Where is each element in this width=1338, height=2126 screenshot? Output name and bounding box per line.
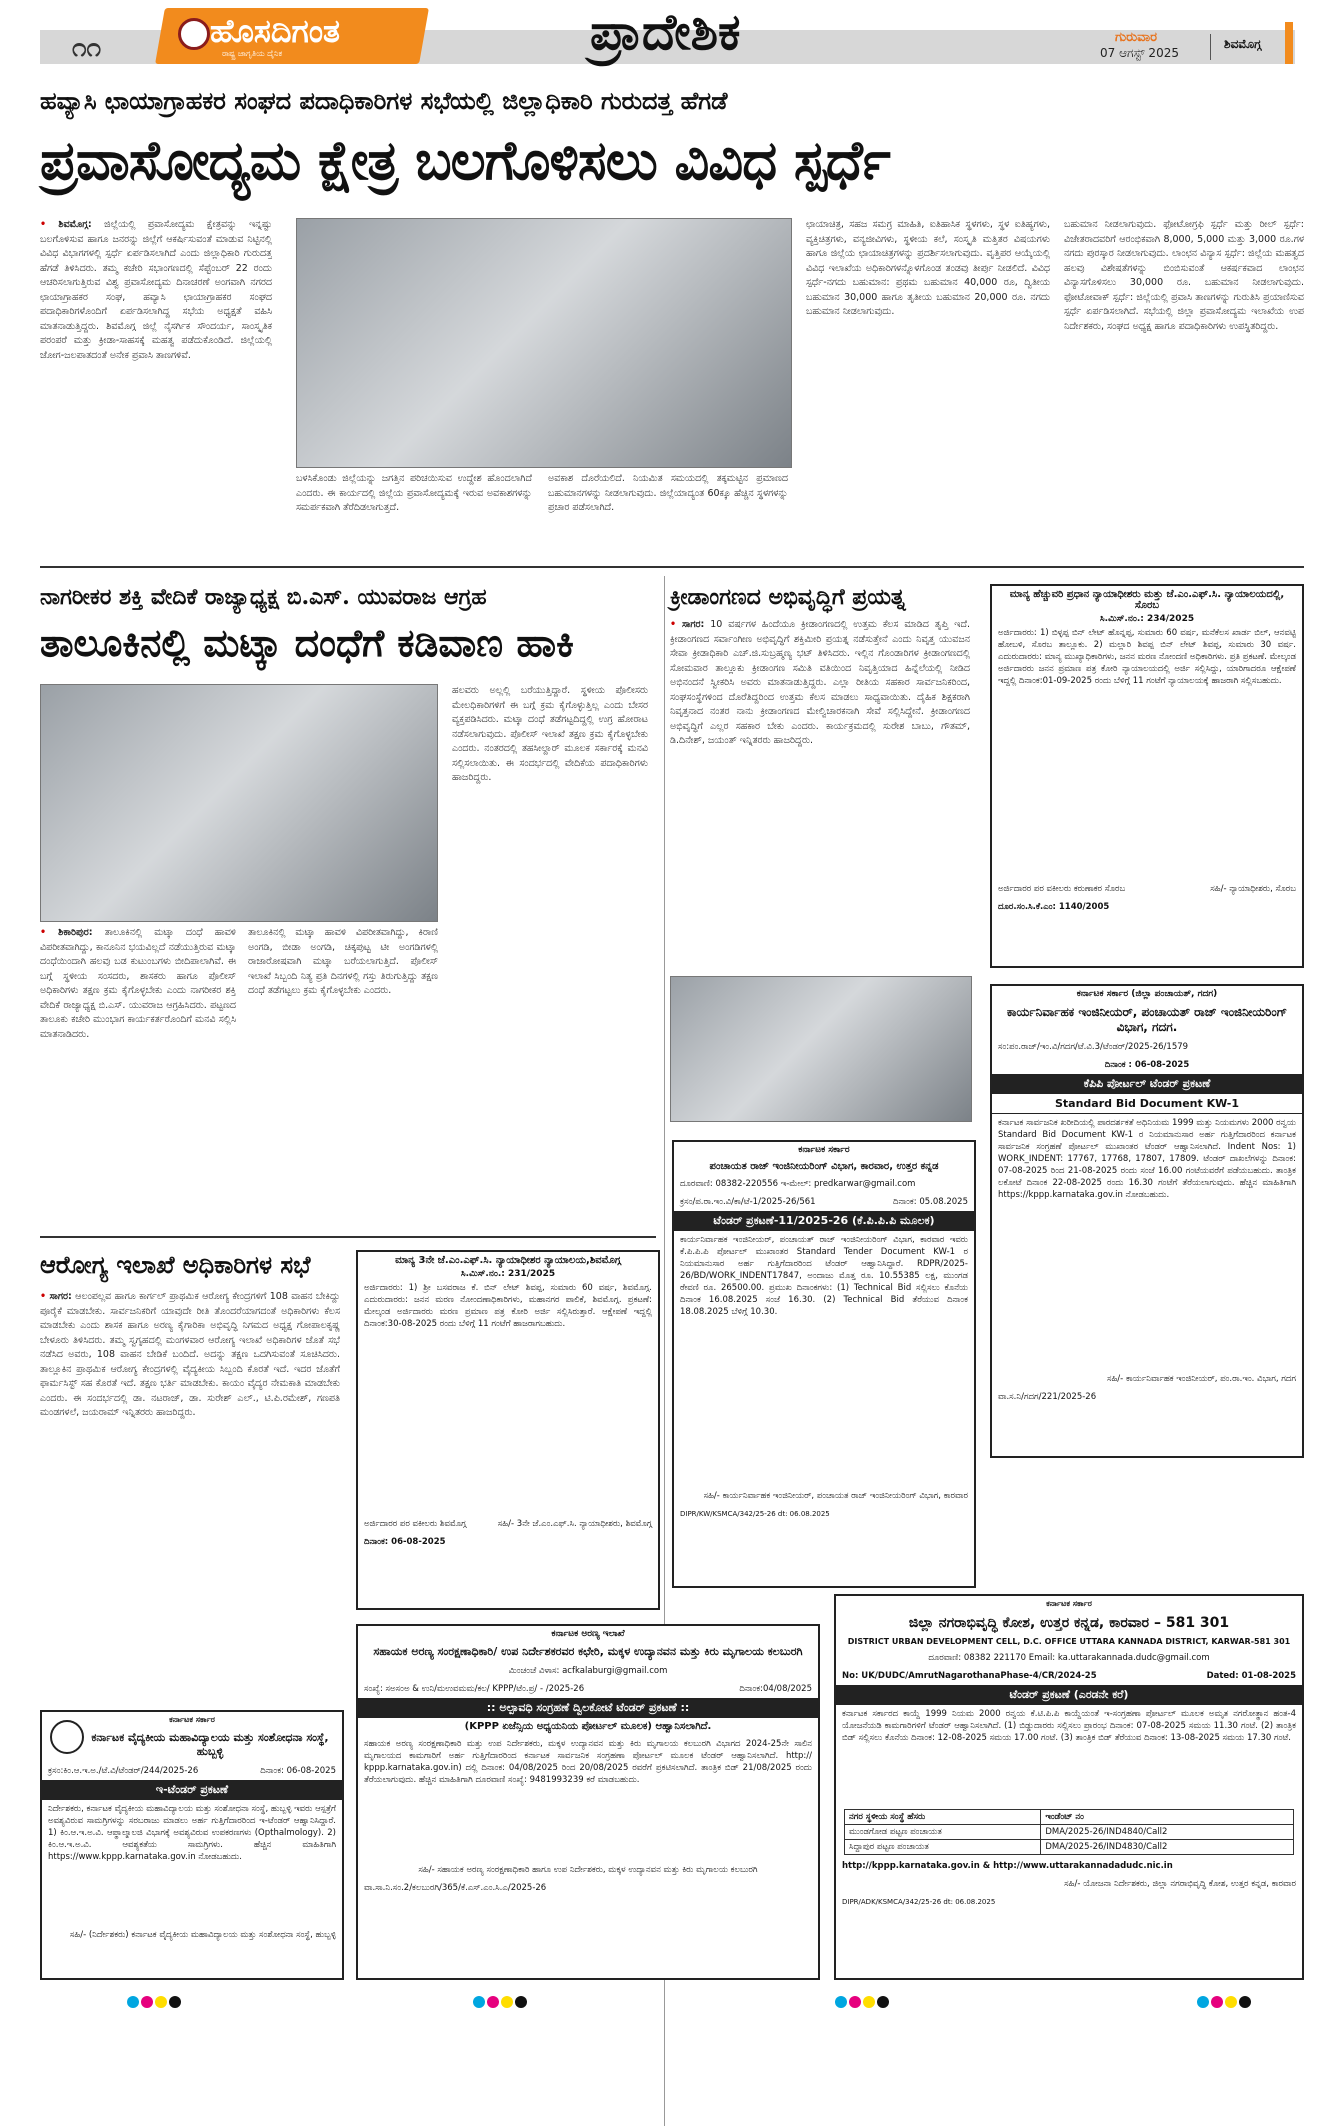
ad-karwar-sign: ಸಹಿ/- ಕಾರ್ಯನಿರ್ವಾಹಕ ಇಂಜಿನೀಯರ್, ಪಂಚಾಯತ ರಾಜ್ ಇಂಜಿನೀಯರಿಂಗ್ ವಿಭಾಗ, ಕಾರವಾರ [703,1491,968,1501]
story2-photo [40,684,438,922]
ad-dudc-ref: No: UK/DUDC/AmrutNagarothanaPhase-4/CR/2024-25 [842,1671,1097,1681]
ad-shivamogga-sign-left: ಅರ್ಜಿದಾರರ ಪರ ವಕೀಲರು ಶಿವಮೊಗ್ಗ [364,1519,467,1529]
lead-col-1-text: ಜಿಲ್ಲೆಯಲ್ಲಿ ಪ್ರವಾಸೋದ್ಯಮ ಕ್ಷೇತ್ರವನ್ನು ಇನ್ನಷ್ಟು ಬಲಗೊಳಿಸುವ ಹಾಗೂ ಜನರನ್ನು ಜಿಲ್ಲೆಗೆ ಆಕರ್ಷಿಸುವಂತೆ ಮಾಡುವ ನಿಟ್ಟಿನಲ್ಲಿ ವಿವಿಧ ವಿಭಾಗಗಳಲ್ಲಿ ಸ್ಪರ್ಧೆ ಏರ್ಪಡಿಸಲಾಗಿದೆ ಎಂದು ಜಿಲ್ಲಾಧಿಕಾರಿ ಗುರುದತ್ತ ಹೆಗಡೆ ತಿಳಿಸಿದರು. ತಮ್ಮ ಕಚೇರಿ ಸಭಾಂಗಣದಲ್ಲಿ ಸೆಪ್ಟೆಂಬರ್ 22 ರಂದು ಆಚರಿಸಲಾಗುತ್ತಿರುವ ವಿಶ್ವ ಪ್ರವಾಸೋದ್ಯಮ ದಿನಾಚರಣೆ ಅಂಗವಾಗಿ ನಗರದ ಛಾಯಾಗ್ರಾಹಕರ ಸಂಘ, ಹವ್ಯಾಸಿ ಛಾಯಾಗ್ರಾಹಕರ ಸಂಘದ ಪದಾಧಿಕಾರಿಗಳೊಂದಿಗೆ ಏರ್ಪಡಿಸಲಾಗಿದ್ದ ಸಭೆಯ ಅಧ್ಯಕ್ಷತೆ ವಹಿಸಿ ಮಾತನಾಡುತ್ತಿದ್ದರು. ಶಿವಮೊಗ್ಗ ಜಿಲ್ಲೆ ನೈಸರ್ಗಿಕ ಸೌಂದರ್ಯ, ಸಾಂಸ್ಕೃತಿಕ ಪರಂಪರೆ ಮತ್ತು ಕ್ರೀಡಾ-ಸಾಹಸಕ್ಕೆ ಮಹತ್ವ ಪಡೆದುಕೊಂಡಿದೆ. ಜಿಲ್ಲೆಯಲ್ಲಿ ಜೋಗ-ಜಲಪಾತದಂತೆ ಅನೇಕ ಪ್ರವಾಸಿ ತಾಣಗಳಿವೆ. [40,219,272,361]
ad-gadag-ref: ಸಂ:ಪಂ.ರಾಜ್/ಇಂ.ವಿ/ಗದಗ/ಟೆ.ವಿ.3/ಟೆಂಡರ್/2025-26/1579 [998,1042,1189,1052]
ad-hubli-ref: ಕ್ರಸಂ:ಕಿಂ.ಆ.ಇ.ಅ./ಟೆ.ವಿ/ಟೆಂಡರ್/244/2025-26 [48,1766,199,1776]
ad-shivamogga-title: ಮಾನ್ಯ 3ನೇ ಜೆ.ಎಂ.ಎಫ್.ಸಿ. ನ್ಯಾಯಾಧೀಶರ ನ್ಯಾಯಾಲಯ,ಶಿವಮೊಗ್ಗ [395,1255,621,1266]
table-row [845,1825,1294,1840]
ad-hubli-date: ದಿನಾಂಕ: 06-08-2025 [260,1766,336,1776]
ad-dudc-table-cell: DMA/2025-26/IND4830/Call2 [1041,1840,1294,1855]
ad-shivamogga-sign-right: ಸಹಿ/- 3ನೇ ಜೆ.ಎಂ.ಎಫ್.ಸಿ. ನ್ಯಾಯಾಧೀಶರು, ಶಿವಮೊಗ್ಗ [497,1519,652,1529]
ad-dudc-contact: ದೂರವಾಣಿ: 08382 221170 Email: ka.uttarakannada.dudc@gmail.com [928,1653,1210,1663]
ad-karwar-govt: ಕರ್ನಾಟಕ ಸರ್ಕಾರ [798,1145,850,1155]
ad-hubli-emblem-icon [50,1720,84,1754]
ad-forest-bar: :: ಅಲ್ಪಾವಧಿ ಸಂಗ್ರಹಣೆ ದ್ವಿಲಕೋಟೆ ಟೆಂಡರ್ ಪ್ರಕಟಣೆ :: [358,1698,818,1718]
ad-dudc-tender [834,1594,1304,1980]
ad-gadag-govt: ಕರ್ನಾಟಕ ಸರ್ಕಾರ (ಜಿಲ್ಲಾ ಪಂಚಾಯತ್, ಗದಗ) [1076,989,1218,999]
registration-dot [515,1996,527,2008]
registration-dot [141,1996,153,2008]
ad-dudc-title-en: DISTRICT URBAN DEVELOPMENT CELL, D.C. OFFICE UTTARA KANNADA DISTRICT, KARWAR-581 301 [847,1637,1291,1646]
logo-tagline: ರಾಷ್ಟ್ರ ಜಾಗೃತಿಯ ದೈನಿಕ [222,49,283,58]
story4-dateline: ಸಾಗರ: [49,1291,72,1302]
story4-headline: ಆರೋಗ್ಯ ಇಲಾಖೆ ಅಧಿಕಾರಿಗಳ ಸಭೆ [40,1250,311,1279]
story2-col-1-text: ತಾಲೂಕಿನಲ್ಲಿ ಮಟ್ಕಾ ದಂಧೆ ಹಾವಳಿ ವಿಪರೀತವಾಗಿದ್ದು, ಕಾನೂನಿನ ಭಯವಿಲ್ಲದೆ ನಡೆಯುತ್ತಿರುವ ಮಟ್ಕಾ ದಂಧೆಯಿಂದಾಗಿ ಹಲವು ಬಡ ಕುಟುಂಬಗಳು ಬೀದಿಪಾಲಾಗಿವೆ. ಈ ಬಗ್ಗೆ ಸ್ಥಳೀಯ ಸಂಸದರು, ಶಾಸಕರು ಹಾಗೂ ಪೊಲೀಸ್ ಅಧಿಕಾರಿಗಳು ತಕ್ಷಣ ಕ್ರಮ ಕೈಗೊಳ್ಳಬೇಕು ಎಂದು ನಾಗರೀಕರ ಶಕ್ತಿ ವೇದಿಕೆ ರಾಜ್ಯಾಧ್ಯಕ್ಷ ಬಿ.ಎಸ್. ಯುವರಾಜ ಆಗ್ರಹಿಸಿದರು. ಪಟ್ಟಣದ ತಾಲೂಕು ಕಚೇರಿ ಮುಂಭಾಗ ಕಾರ್ಯಕರ್ತರೊಂದಿಗೆ ಮನವಿ ಸಲ್ಲಿಸಿ ಮಾತನಾಡಿದರು. [40,927,236,1040]
header-day: ಗುರುವಾರ [1115,30,1157,45]
ad-gadag-date: ದಿನಾಂಕ : 06-08-2025 [1104,1060,1190,1070]
story3-photo [670,976,972,1122]
story4-body: • ಸಾಗರ: ಆಲಂಪಲ್ಲವ ಹಾಗೂ ಕಾರ್ಗಲ್ ಪ್ರಾಥಮಿಕ ಆರೋಗ್ಯ ಕೇಂದ್ರಗಳಿಗೆ 108 ವಾಹನ ಬೇಕಿದ್ದು ಪೂರೈಕೆ ಮಾಡಬೇಕು. ಸಾರ್ವಜನಿಕರಿಗೆ ಯಾವುದೇ ರೀತಿ ತೊಂದರೆಯಾಗದಂತೆ ಅಧಿಕಾರಿಗಳು ಕೆಲಸ ಮಾಡಬೇಕು ಎಂದು ಶಾಸಕ ಹಾಗೂ ಅರಣ್ಯ ಕೈಗಾರಿಕಾ ಅಭಿವೃದ್ಧಿ ನಿಗಮದ ಅಧ್ಯಕ್ಷ ಗೋಪಾಲಕೃಷ್ಣ ಬೇಳೂರು ತಿಳಿಸಿದರು. ತಮ್ಮ ಸ್ವಗೃಹದಲ್ಲಿ ಮಂಗಳವಾರ ಆರೋಗ್ಯ ಇಲಾಖೆ ಅಧಿಕಾರಿಗಳ ಜೊತೆ ಸಭೆ ನಡೆಸಿದ ಅವರು, 108 ವಾಹನ ಬೇಡಿಕೆ ಬಂದಿದೆ. ಅದನ್ನು ತಕ್ಷಣ ಒದಗಿಸುವಂತೆ ಸೂಚಿಸಿದರು. ತಾಲ್ಲೂಕಿನ ಪ್ರಾಥಮಿಕ ಆರೋಗ್ಯ ಕೇಂದ್ರಗಳಲ್ಲಿ ವೈದ್ಯಕೀಯ ಸಿಬ್ಬಂದಿ ಕೊರತೆ ಇದೆ. ಇದರ ಜೊತೆಗೆ ಫಾರ್ಮಸಿಸ್ಟ್ ಸಹ ಕೊರತೆ ಇದೆ. ತಕ್ಷಣ ಭರ್ತಿ ಮಾಡಬೇಕು. ಕಾಯಂ ವೈದ್ಯರ ನೇಮಕಾತಿ ಮಾಡಬೇಕು ಎಂದರು. ಈ ಸಂದರ್ಭದಲ್ಲಿ ಡಾ. ನಟರಾಜ್, ಡಾ. ಸುರೇಶ್ ಎಲ್., ಟಿ.ಪಿ.ರಮೇಶ್, ಗಣಪತಿ ಮಂಡಗಳಲೆ, ಜಯರಾಮ್ ಇನ್ನಿತರರು ಹಾಜರಿದ್ದರು. [40,1291,340,1418]
registration-marks-4 [1196,1996,1252,2011]
ad-forest-sub: (KPPP ಏಜೆನ್ಸಿಯ ಅಧ್ಯಯನಿಯ ಪೋರ್ಟಲ್ ಮೂಲಕ) ಆಹ್ವಾನಿಸಲಾಗಿದೆ. [464,1721,712,1732]
story4-body-text: ಆಲಂಪಲ್ಲವ ಹಾಗೂ ಕಾರ್ಗಲ್ ಪ್ರಾಥಮಿಕ ಆರೋಗ್ಯ ಕೇಂದ್ರಗಳಿಗೆ 108 ವಾಹನ ಬೇಕಿದ್ದು ಪೂರೈಕೆ ಮಾಡಬೇಕು. ಸಾರ್ವಜನಿಕರಿಗೆ ಯಾವುದೇ ರೀತಿ ತೊಂದರೆಯಾಗದಂತೆ ಅಧಿಕಾರಿಗಳು ಕೆಲಸ ಮಾಡಬೇಕು ಎಂದು ಶಾಸಕ ಹಾಗೂ ಅರಣ್ಯ ಕೈಗಾರಿಕಾ ಅಭಿವೃದ್ಧಿ ನಿಗಮದ ಅಧ್ಯಕ್ಷ ಗೋಪಾಲಕೃಷ್ಣ ಬೇಳೂರು ತಿಳಿಸಿದರು. ತಮ್ಮ ಸ್ವಗೃಹದಲ್ಲಿ ಮಂಗಳವಾರ ಆರೋಗ್ಯ ಇಲಾಖೆ ಅಧಿಕಾರಿಗಳ ಜೊತೆ ಸಭೆ ನಡೆಸಿದ ಅವರು, 108 ವಾಹನ ಬೇಡಿಕೆ ಬಂದಿದೆ. ಅದನ್ನು ತಕ್ಷಣ ಒದಗಿಸುವಂತೆ ಸೂಚಿಸಿದರು. ತಾಲ್ಲೂಕಿನ ಪ್ರಾಥಮಿಕ ಆರೋಗ್ಯ ಕೇಂದ್ರಗಳಲ್ಲಿ ವೈದ್ಯಕೀಯ ಸಿಬ್ಬಂದಿ ಕೊರತೆ ಇದೆ. ಇದರ ಜೊತೆಗೆ ಫಾರ್ಮಸಿಸ್ಟ್ ಸಹ ಕೊರತೆ ಇದೆ. ತಕ್ಷಣ ಭರ್ತಿ ಮಾಡಬೇಕು. ಕಾಯಂ ವೈದ್ಯರ ನೇಮಕಾತಿ ಮಾಡಬೇಕು ಎಂದರು. ಈ ಸಂದರ್ಭದಲ್ಲಿ ಡಾ. ನಟರಾಜ್, ಡಾ. ಸುರೇಶ್ ಎಲ್., ಟಿ.ಪಿ.ರಮೇಶ್, ಗಣಪತಿ ಮಂಡಗಳಲೆ, ಜಯರಾಮ್ ಇನ್ನಿತರರು ಹಾಜರಿದ್ದರು. [40,1291,340,1418]
registration-dot [169,1996,181,2008]
story2-headline: ತಾಲೂಕಿನಲ್ಲಿ ಮಟ್ಕಾ ದಂಧೆಗೆ ಕಡಿವಾಣ ಹಾಕಿ [40,620,574,665]
story3-headline: ಕ್ರೀಡಾಂಗಣದ ಅಭಿವೃದ್ಧಿಗೆ ಪ್ರಯತ್ನ [670,584,906,610]
ad-shivamogga-case: ಸಿ.ಮಿಸ್.ನಂ.: 231/2025 [460,1269,556,1279]
ad-forest-sign: ಸಹಿ/- ಸಹಾಯಕ ಅರಣ್ಯ ಸಂರಕ್ಷಣಾಧಿಕಾರಿ ಹಾಗೂ ಉಪ ನಿರ್ದೇಶಕರು, ಮಕ್ಕಳ ಉದ್ಯಾನವನ ಮತ್ತು ಕಿರು ಮೃಗಾಲಯ ಕಲಬುರಗಿ [418,1865,758,1875]
ad-gadag-ref2: ವಾ.ಸ.ನಿ/ಗದಗ/221/2025-26 [998,1392,1097,1402]
story3-body-text: 10 ವರ್ಷಗಳ ಹಿಂದೆಯೂ ಕ್ರೀಡಾಂಗಣದಲ್ಲಿ ಉತ್ತಮ ಕೆಲಸ ಮಾಡಿದ ತೃಪ್ತಿ ಇದೆ. ಕ್ರೀಡಾಂಗಣದ ಸರ್ವಾಂಗೀಣ ಅಭಿವೃದ್ಧಿಗೆ ಶಕ್ತಿಮೀರಿ ಪ್ರಯತ್ನ ನಡೆಸುತ್ತೇನೆ ಎಂದು ನಿವೃತ್ತ ಯುವಜನ ಸೇವಾ ಕ್ರೀಡಾಧಿಕಾರಿ ಎಚ್.ಜಿ.ಸುಬ್ರಹ್ಮಣ್ಯ ಭಟ್ ತಿಳಿಸಿದರು. ಇಲ್ಲಿನ ಗೊಂಡಾರಿಗಳ ಕ್ರೀಡಾಂಗಣದಲ್ಲಿ ಸೋಮವಾರ ತಾಲ್ಲೂಕು ಕ್ರೀಡಾಂಗಣ ಸಮಿತಿ ವತಿಯಿಂದ ನಿವೃತ್ತಿಯಾದ ಹಿನ್ನೆಲೆಯಲ್ಲಿ ನೀಡಿದ ಅಭಿನಂದನೆ ಸ್ವೀಕರಿಸಿ ಅವರು ಮಾತನಾಡುತ್ತಿದ್ದರು. ಎಲ್ಲಾ ರೀತಿಯ ಸಹಕಾರ ಸಾರ್ವಜನಿಕರಿಂದ, ಸಂಘಸಂಸ್ಥೆಗಳಿಂದ ದೊರೆತಿದ್ದರಿಂದ ಉತ್ತಮ ಕೆಲಸ ಮಾಡಲು ಸಾಧ್ಯವಾಯಿತು. ದೈಹಿಕ ಶಿಕ್ಷಕರಾಗಿ ನಿವೃತ್ತನಾದ ನಂತರ ನಾನು ಕ್ರೀಡಾಂಗಣದ ಮೇಲ್ವಿಚಾರಕನಾಗಿ ಸೇವೆ ಸಲ್ಲಿಸಿದ್ದೇನೆ. ಕ್ರೀಡಾಂಗಣದ ಅಭಿವೃದ್ಧಿಗೆ ಎಲ್ಲರ ಸಹಕಾರ ಬೇಕು ಎಂದರು. ಕಾರ್ಯಕ್ರಮದಲ್ಲಿ ಸುರೇಶ ಬಾಬು, ಗೌತಮ್, ಡಿ.ದಿನೇಶ್, ಜಯಂತ್ ಇನ್ನಿತರರು ಹಾಜರಿದ್ದರು. [670,619,970,746]
registration-dot [849,1996,861,2008]
story2-separator [40,1236,656,1238]
ad-shivamogga-date: ದಿನಾಂಕ: 06-08-2025 [364,1537,446,1547]
story2-dateline: ಶಿಕಾರಿಪುರ: [58,927,93,938]
lead-col-3: ಅವಕಾಶ ದೊರೆಯಲಿದೆ. ನಿಯಮಿತ ಸಮಯದಲ್ಲಿ ತಕ್ಕಮಟ್ಟಿನ ಪ್ರಮಾಣದ ಬಹುಮಾನಗಳನ್ನು ನೀಡಲಾಗುವುದು. ಜಿಲ್ಲೆಯಾದ್ಯಂತ 60ಕ್ಕೂ ಹೆಚ್ಚಿನ ಸ್ಥಳಗಳನ್ನು ಪ್ರಚಾರ ಪಡೆಸಲಾಗಿದೆ. [548,473,788,513]
ad-gadag-sign: ಸಹಿ/- ಕಾರ್ಯನಿರ್ವಾಹಕ ಇಂಜಿನೀಯರ್, ಪಂ.ರಾ.ಇಂ. ವಿಭಾಗ, ಗದಗ [1106,1374,1296,1384]
lead-col-1: • ಶಿವಮೊಗ್ಗ: ಜಿಲ್ಲೆಯಲ್ಲಿ ಪ್ರವಾಸೋದ್ಯಮ ಕ್ಷೇತ್ರವನ್ನು ಇನ್ನಷ್ಟು ಬಲಗೊಳಿಸುವ ಹಾಗೂ ಜನರನ್ನು ಜಿಲ್ಲೆಗೆ ಆಕರ್ಷಿಸುವಂತೆ ಮಾಡುವ ನಿಟ್ಟಿನಲ್ಲಿ ವಿವಿಧ ವಿಭಾಗಗಳಲ್ಲಿ ಸ್ಪರ್ಧೆ ಏರ್ಪಡಿಸಲಾಗಿದೆ ಎಂದು ಜಿಲ್ಲಾಧಿಕಾರಿ ಗುರುದತ್ತ ಹೆಗಡೆ ತಿಳಿಸಿದರು. ತಮ್ಮ ಕಚೇರಿ ಸಭಾಂಗಣದಲ್ಲಿ ಸೆಪ್ಟೆಂಬರ್ 22 ರಂದು ಆಚರಿಸಲಾಗುತ್ತಿರುವ ವಿಶ್ವ ಪ್ರವಾಸೋದ್ಯಮ ದಿನಾಚರಣೆ ಅಂಗವಾಗಿ ನಗರದ ಛಾಯಾಗ್ರಾಹಕರ ಸಂಘ, ಹವ್ಯಾಸಿ ಛಾಯಾಗ್ರಾಹಕರ ಸಂಘದ ಪದಾಧಿಕಾರಿಗಳೊಂದಿಗೆ ಏರ್ಪಡಿಸಲಾಗಿದ್ದ ಸಭೆಯ ಅಧ್ಯಕ್ಷತೆ ವಹಿಸಿ ಮಾತನಾಡುತ್ತಿದ್ದರು. ಶಿವಮೊಗ್ಗ ಜಿಲ್ಲೆ ನೈಸರ್ಗಿಕ ಸೌಂದರ್ಯ, ಸಾಂಸ್ಕೃತಿಕ ಪರಂಪರೆ ಮತ್ತು ಕ್ರೀಡಾ-ಸಾಹಸಕ್ಕೆ ಮಹತ್ವ ಪಡೆದುಕೊಂಡಿದೆ. ಜಿಲ್ಲೆಯಲ್ಲಿ ಜೋಗ-ಜಲಪಾತದಂತೆ ಅನೇಕ ಪ್ರವಾಸಿ ತಾಣಗಳಿವೆ. [40,219,272,361]
ad-hubli-bar: ಇ-ಟೆಂಡರ್ ಪ್ರಕಟಣೆ [42,1780,342,1800]
ad-forest-title: ಸಹಾಯಕ ಅರಣ್ಯ ಸಂರಕ್ಷಣಾಧಿಕಾರಿ/ ಉಪ ನಿರ್ದೇಶಕರವರ ಕಛೇರಿ, ಮಕ್ಕಳ ಉದ್ಯಾನವನ ಮತ್ತು ಕಿರು ಮೃಗಾಲಯ ಕಲಬುರಗಿ [373,1645,803,1658]
ad-hubli-body: ನಿರ್ದೇಶಕರು, ಕರ್ನಾಟಕ ವೈದ್ಯಕೀಯ ಮಹಾವಿದ್ಯಾಲಯ ಮತ್ತು ಸಂಶೋಧನಾ ಸಂಸ್ಥೆ, ಹುಬ್ಬಳ್ಳಿ ಇವರು ಆಸ್ಪತ್ರೆಗೆ ಅವಶ್ಯವಿರುವ ಸಾಮಗ್ರಿಗಳನ್ನು ಸರಬರಾಜು ಮಾಡಲು ಅರ್ಹ ಗುತ್ತಿಗೆದಾರರಿಂದ ಇ-ಟೆಂಡರ್ ಆಹ್ವಾನಿಸಿದ್ದಾರೆ. 1) ಕಿಂ.ಆ.ಇ.ಅ.ವಿ. ಆಪ್ಥಾಲ್ಮಾಲಜಿ ವಿಭಾಗಕ್ಕೆ ಅವಶ್ಯವಿರುವ ಉಪಕರಣಗಳು (Opthalmology). 2) ಕಿಂ.ಆ.ಇ.ಅ.ವಿ. ಆವಶ್ಯಕತೆಯ ಸಾಮಗ್ರಿಗಳು. ಹೆಚ್ಚಿನ ಮಾಹಿತಿಗಾಗಿ https://www.kppp.karnataka.gov.in ನೋಡಬಹುದು. [48,1804,336,1862]
ad-karwar-pr-tender [672,1140,976,1588]
ad-sorab-court [990,584,1304,968]
registration-dot [1211,1996,1223,2008]
ad-dudc-table-head-1: ನಗರ ಸ್ಥಳೀಯ ಸಂಸ್ಥೆ ಹೆಸರು [845,1810,1041,1825]
ad-forest-ref: ಸಂಖ್ಯೆ: ಸಅಸಂಅ & ಉನಿ/ಮಉವಮಮ/ಕಲ/ KPPP/ಟೆಂ.ಪ್ರ/ - /2025-26 [364,1684,585,1694]
ad-shivamogga-body: ಅರ್ಜಿದಾರರು: 1) ಶ್ರೀ ಬಸವರಾಜ ಕೆ. ಬಿನ್ ಲೇಟ್ ಶಿವಪ್ಪ, ಸುಮಾರು 60 ವರ್ಷ, ಶಿವಮೊಗ್ಗ. ಎದುರುದಾರರು: ಜನನ ಮರಣ ನೋಂದಣಾಧಿಕಾರಿಗಳು, ಮಹಾನಗರ ಪಾಲಿಕೆ, ಶಿವಮೊಗ್ಗ. ಪ್ರಕಟಣೆ: ಮೇಲ್ಕಂಡ ಅರ್ಜಿದಾರರು ಮರಣ ಪ್ರಮಾಣ ಪತ್ರ ಕೋರಿ ಅರ್ಜಿ ಸಲ್ಲಿಸಿರುತ್ತಾರೆ. ಆಕ್ಷೇಪಣೆ ಇದ್ದಲ್ಲಿ ದಿನಾಂಕ:30-08-2025 ರಂದು ಬೆಳಿಗ್ಗೆ 11 ಗಂಟೆಗೆ ಹಾಜರಾಗಬಹುದು. [364,1283,652,1329]
ad-forest-email: ಮಿಂಚಂಚೆ ವಿಳಾಸ: acfkalaburgi@gmail.com [508,1666,668,1676]
logo-text: ಹೊಸದಿಗಂತ [210,12,340,50]
registration-dot [1225,1996,1237,2008]
ad-forest-ref2: ವಾ.ಸಾ.ನಿ.ಸಂ.2/ಕಲಬುರಗಿ/365/ಕೆ.ಎಸ್.ಎಂ.ಸಿ.ಎ/2025-26 [364,1883,547,1893]
registration-dot [127,1996,139,2008]
lead-separator [40,566,1304,568]
header-date: 07 ಆಗಸ್ಟ್ 2025 [1100,46,1179,60]
section-title: ಪ್ರಾದೇಶಿಕ [590,2,741,61]
lead-kicker: ಹವ್ಯಾಸಿ ಛಾಯಾಗ್ರಾಹಕರ ಸಂಘದ ಪದಾಧಿಕಾರಿಗಳ ಸಭೆಯಲ್ಲಿ ಜಿಲ್ಲಾಧಿಕಾರಿ ಗುರುದತ್ತ ಹೆಗಡೆ [40,86,728,115]
story3-body: • ಸಾಗರ: 10 ವರ್ಷಗಳ ಹಿಂದೆಯೂ ಕ್ರೀಡಾಂಗಣದಲ್ಲಿ ಉತ್ತಮ ಕೆಲಸ ಮಾಡಿದ ತೃಪ್ತಿ ಇದೆ. ಕ್ರೀಡಾಂಗಣದ ಸರ್ವಾಂಗೀಣ ಅಭಿವೃದ್ಧಿಗೆ ಶಕ್ತಿಮೀರಿ ಪ್ರಯತ್ನ ನಡೆಸುತ್ತೇನೆ ಎಂದು ನಿವೃತ್ತ ಯುವಜನ ಸೇವಾ ಕ್ರೀಡಾಧಿಕಾರಿ ಎಚ್.ಜಿ.ಸುಬ್ರಹ್ಮಣ್ಯ ಭಟ್ ತಿಳಿಸಿದರು. ಇಲ್ಲಿನ ಗೊಂಡಾರಿಗಳ ಕ್ರೀಡಾಂಗಣದಲ್ಲಿ ಸೋಮವಾರ ತಾಲ್ಲೂಕು ಕ್ರೀಡಾಂಗಣ ಸಮಿತಿ ವತಿಯಿಂದ ನಿವೃತ್ತಿಯಾದ ಹಿನ್ನೆಲೆಯಲ್ಲಿ ನೀಡಿದ ಅಭಿನಂದನೆ ಸ್ವೀಕರಿಸಿ ಅವರು ಮಾತನಾಡುತ್ತಿದ್ದರು. ಎಲ್ಲಾ ರೀತಿಯ ಸಹಕಾರ ಸಾರ್ವಜನಿಕರಿಂದ, ಸಂಘಸಂಸ್ಥೆಗಳಿಂದ ದೊರೆತಿದ್ದರಿಂದ ಉತ್ತಮ ಕೆಲಸ ಮಾಡಲು ಸಾಧ್ಯವಾಯಿತು. ದೈಹಿಕ ಶಿಕ್ಷಕರಾಗಿ ನಿವೃತ್ತನಾದ ನಂತರ ನಾನು ಕ್ರೀಡಾಂಗಣದ ಮೇಲ್ವಿಚಾರಕನಾಗಿ ಸೇವೆ ಸಲ್ಲಿಸಿದ್ದೇನೆ. ಕ್ರೀಡಾಂಗಣದ ಅಭಿವೃದ್ಧಿಗೆ ಎಲ್ಲರ ಸಹಕಾರ ಬೇಕು ಎಂದರು. ಕಾರ್ಯಕ್ರಮದಲ್ಲಿ ಸುರೇಶ ಬಾಬು, ಗೌತಮ್, ಡಿ.ದಿನೇಶ್, ಜಯಂತ್ ಇನ್ನಿತರರು ಹಾಜರಿದ್ದರು. [670,619,970,746]
ad-gadag-title: ಕಾರ್ಯನಿರ್ವಾಹಕ ಇಂಜಿನೀಯರ್, ಪಂಚಾಯತ್ ರಾಜ್ ಇಂಜಿನೀಯರಿಂಗ್ ವಿಭಾಗ, ಗದಗ. [1006,1005,1288,1034]
registration-marks-2 [472,1996,528,2011]
ad-dudc-body: ಕರ್ನಾಟಕ ಸರ್ಕಾರದ ಕಾಯ್ದೆ 1999 ನಿಯಮ 2000 ರನ್ವಯ ಕೆ.ಟಿ.ಪಿ.ಪಿ ಕಾಯ್ದೆಯಂತೆ ಇ-ಸಂಗ್ರಹಣಾ ಪೋರ್ಟಲ್ ಮೂಲಕ ಅಮೃತ ನಗರೋತ್ಥಾನ ಹಂತ-4 ಯೋಜನೆಯಡಿ ಕಾಮಗಾರಿಗಳಿಗೆ ಟೆಂಡರ್ ಆಹ್ವಾನಿಸಲಾಗಿದೆ. (1) ಬಿಡ್ಡುದಾರರು ಸಲ್ಲಿಸಲು ಪ್ರಾರಂಭ ದಿನಾಂಕ: 07-08-2025 ಸಮಯ 11.30 ಗಂಟೆ. (2) ತಾಂತ್ರಿಕ ಬಿಡ್ ಸಲ್ಲಿಸಲು ಕೊನೆಯ ದಿನಾಂಕ: 12-08-2025 ಸಮಯ 17.00 ಗಂಟೆ. (3) ತಾಂತ್ರಿಕ ಬಿಡ್ ತೆರೆಯುವ ದಿನಾಂಕ: 13-08-2025 ಸಮಯ 17.30 ಗಂಟೆ. [842,1709,1296,1743]
ad-dudc-title: ಜಿಲ್ಲಾ ನಗರಾಭಿವೃದ್ಧಿ ಕೋಶ, ಉತ್ತರ ಕನ್ನಡ, ಕಾರವಾರ – 581 301 [908,1615,1230,1631]
ad-dudc-table-head-2: ಇಂಡೆಂಟ್ ನಂ [1041,1810,1294,1825]
lead-col-2: ಬಳಸಿಕೊಂಡು ಜಿಲ್ಲೆಯನ್ನು ಜಗತ್ತಿನ ಪರಿಚಯಿಸುವ ಉದ್ದೇಶ ಹೊಂದಲಾಗಿದೆ ಎಂದರು. ಈ ಕಾರ್ಯದಲ್ಲಿ ಜಿಲ್ಲೆಯ ಪ್ರವಾಸೋದ್ಯಮಕ್ಕೆ ಇರುವ ಅವಕಾಶಗಳನ್ನು ಸಮರ್ಪಕವಾಗಿ ತೆರೆದಿಡಲಾಗುತ್ತದೆ. [296,473,532,513]
ad-sorab-title: ಮಾನ್ಯ ಹೆಚ್ಚುವರಿ ಪ್ರಧಾನ ನ್ಯಾಯಾಧೀಶರು ಮತ್ತು ಜೆ.ಎಂ.ಎಫ್.ಸಿ. ನ್ಯಾಯಾಲಯದಲ್ಲಿ, ಸೊರಬ [1009,589,1285,611]
lead-dateline: ಶಿವಮೊಗ್ಗ: [58,219,92,230]
ad-dudc-table-cell: DMA/2025-26/IND4840/Call2 [1041,1825,1294,1840]
header-divider [1210,34,1211,60]
ad-hubli-govt: ಕರ್ನಾಟಕ ಸರ್ಕಾರ [169,1715,215,1724]
page-number: ೧೧ [72,33,102,63]
ad-karwar-title: ಪಂಚಾಯತ ರಾಜ್ ಇಂಜಿನೀಯರಿಂಗ್ ವಿಭಾಗ, ಕಾರವಾರ, ಉತ್ತರ ಕನ್ನಡ [709,1161,939,1172]
logo-emblem-icon [178,18,210,50]
registration-dot [1239,1996,1251,2008]
ad-dudc-table-cell: ಸಿದ್ದಾಪುರ ಪಟ್ಟಣ ಪಂಚಾಯತ [845,1840,1041,1855]
ad-dudc-bar: ಟೆಂಡರ್ ಪ್ರಕಟಣೆ (ಎರಡನೇ ಕರೆ) [836,1685,1302,1705]
ad-dudc-sign: ಸಹಿ/- ಯೋಜನಾ ನಿರ್ದೇಶಕರು, ಜಿಲ್ಲಾ ನಗರಾಭಿವೃದ್ಧಿ ಕೋಶ, ಉತ್ತರ ಕನ್ನಡ, ಕಾರವಾರ [1064,1879,1296,1889]
ad-dudc-ref2: DIPR/ADK/KSMCA/342/25-26 dt: 06.08.2025 [842,1898,996,1906]
ad-forest-tender [356,1624,820,1980]
registration-dot [1197,1996,1209,2008]
ad-dudc-govt: ಕರ್ನಾಟಕ ಸರ್ಕಾರ [1046,1599,1092,1608]
lead-headline: ಪ್ರವಾಸೋದ್ಯಮ ಕ್ಷೇತ್ರ ಬಲಗೊಳಿಸಲು ವಿವಿಧ ಸ್ಪರ್ಧೆ [40,128,890,192]
ad-karwar-ref2: DIPR/KW/KSMCA/342/25-26 dt: 06.08.2025 [680,1510,830,1518]
registration-marks-3 [834,1996,890,2011]
registration-dot [155,1996,167,2008]
lead-col-5: ಬಹುಮಾನ ನೀಡಲಾಗುವುದು. ಫೋಟೋಗ್ರಫಿ ಸ್ಪರ್ಧೆ ಮತ್ತು ರೀಲ್ ಸ್ಪರ್ಧೆ: ವಿಜೇತರಾದವರಿಗೆ ಆರಂಭಿಕವಾಗಿ 8,000, 5,000 ಮತ್ತು 3,000 ರೂ.ಗಳ ನಗದು ಪುರಸ್ಕಾರ ನೀಡಲಾಗುವುದು. ಲಾಂಛನ ವಿನ್ಯಾಸ ಸ್ಪರ್ಧೆ: ಜಿಲ್ಲೆಯ ಮಹತ್ವದ ಹಲವು ವಿಶೇಷತೆಗಳನ್ನು ಬಿಂಬಿಸುವಂತೆ ಆಕರ್ಷಕವಾದ ಲಾಂಛನ ವಿನ್ಯಾಸಗೊಳಿಸಲು 30,000 ರೂ. ಬಹುಮಾನ ನೀಡಲಾಗುವುದು. ಫೋಟೋವಾಕ್ ಸ್ಪರ್ಧೆ: ಜಿಲ್ಲೆಯಲ್ಲಿ ಪ್ರವಾಸಿ ತಾಣಗಳನ್ನು ಗುರುತಿಸಿ ಪ್ರಯಾಣಿಸುವ ಸ್ಪರ್ಧೆ ಏರ್ಪಡಿಸಲಾಗಿದೆ. ಸಭೆಯಲ್ಲಿ ಜಿಲ್ಲಾ ಪ್ರವಾಸೋದ್ಯಮ ಇಲಾಖೆಯ ಉಪ ನಿರ್ದೇಶಕರು, ಸಂಘದ ಅಧ್ಯಕ್ಷ ಹಾಗೂ ಪದಾಧಿಕಾರಿಗಳು ಉಪಸ್ಥಿತರಿದ್ದರು. [1064,219,1304,332]
ad-sorab-ref: ದೂರ.ಸಂ.ಸಿ.ಕೆ.ಎಂ: 1140/2005 [998,902,1110,912]
registration-dot [473,1996,485,2008]
ad-karwar-contact: ದೂರವಾಣಿ: 08382-220556 ಇ-ಮೇಲ್: predkarwar@gmail.com [680,1179,916,1189]
ad-dudc-table [844,1809,1294,1855]
header-city: ಶಿವಮೊಗ್ಗ [1224,37,1262,51]
ad-sorab-sign-right: ಸಹಿ/- ನ್ಯಾಯಾಧೀಶರು, ಸೊರಬ [1210,884,1296,894]
registration-dot [877,1996,889,2008]
story2-col-1: • ಶಿಕಾರಿಪುರ: ತಾಲೂಕಿನಲ್ಲಿ ಮಟ್ಕಾ ದಂಧೆ ಹಾವಳಿ ವಿಪರೀತವಾಗಿದ್ದು, ಕಾನೂನಿನ ಭಯವಿಲ್ಲದೆ ನಡೆಯುತ್ತಿರುವ ಮಟ್ಕಾ ದಂಧೆಯಿಂದಾಗಿ ಹಲವು ಬಡ ಕುಟುಂಬಗಳು ಬೀದಿಪಾಲಾಗಿವೆ. ಈ ಬಗ್ಗೆ ಸ್ಥಳೀಯ ಸಂಸದರು, ಶಾಸಕರು ಹಾಗೂ ಪೊಲೀಸ್ ಅಧಿಕಾರಿಗಳು ತಕ್ಷಣ ಕ್ರಮ ಕೈಗೊಳ್ಳಬೇಕು ಎಂದು ನಾಗರೀಕರ ಶಕ್ತಿ ವೇದಿಕೆ ರಾಜ್ಯಾಧ್ಯಕ್ಷ ಬಿ.ಎಸ್. ಯುವರಾಜ ಆಗ್ರಹಿಸಿದರು. ಪಟ್ಟಣದ ತಾಲೂಕು ಕಚೇರಿ ಮುಂಭಾಗ ಕಾರ್ಯಕರ್ತರೊಂದಿಗೆ ಮನವಿ ಸಲ್ಲಿಸಿ ಮಾತನಾಡಿದರು. [40,927,236,1040]
registration-dot [487,1996,499,2008]
ad-gadag-tender [990,984,1304,1458]
ad-dudc-table-cell: ಮುಂಡಗೋಡ ಪಟ್ಟಣ ಪಂಚಾಯತ [845,1825,1041,1840]
ad-forest-date: ದಿನಾಂಕ:04/08/2025 [739,1684,812,1694]
ad-shivamogga-court [356,1250,660,1610]
ad-karwar-bar: ಟೆಂಡರ್ ಪ್ರಕಟಣೆ-11/2025-26 (ಕೆ.ಪಿ.ಪಿ.ಪಿ ಮೂಲಕ) [674,1211,974,1231]
ad-gadag-bar: ಕೆಪಿಪಿ ಪೋರ್ಟಲ್ ಟೆಂಡರ್ ಪ್ರಕಟಣೆ [992,1074,1302,1094]
ad-hubli-title: ಕರ್ನಾಟಕ ವೈದ್ಯಕೀಯ ಮಹಾವಿದ್ಯಾಲಯ ಮತ್ತು ಸಂಶೋಧನಾ ಸಂಸ್ಥೆ, ಹುಬ್ಬಳ್ಳಿ [91,1731,329,1758]
ad-dudc-date: Dated: 01-08-2025 [1206,1671,1296,1681]
ad-karwar-date: ದಿನಾಂಕ: 05.08.2025 [892,1197,968,1207]
ad-gadag-body: ಕರ್ನಾಟಕ ಸಾರ್ವಜನಿಕ ಖರೀದಿಯಲ್ಲಿ ಪಾರದರ್ಶಕತೆ ಅಧಿನಿಯಮ 1999 ಮತ್ತು ನಿಯಮಗಳು 2000 ರನ್ವಯ Standard Bid Document KW-1 ರ ನಿಯಮಾನುಸಾರ ಅರ್ಹ ಗುತ್ತಿಗೆದಾರರಿಂದ ಕರ್ನಾಟಕ ಸಾರ್ವಜನಿಕ ಸಂಗ್ರಹಣೆ ಪೋರ್ಟಲ್ ಮುಖಾಂತರ ಟೆಂಡರ್ ಆಹ್ವಾನಿಸಲಾಗಿದೆ. Indent Nos: 1) WORK_INDENT: 17767, 17768, 17807, 17809. ಟೆಂಡರ್ ದಾಖಲೆಗಳನ್ನು ದಿನಾಂಕ: 07-08-2025 ರಿಂದ 21-08-2025 ರಂದು ಸಂಜೆ 16.00 ಗಂಟೆಯವರೆಗೆ ಪಡೆಯಬಹುದು. ತಾಂತ್ರಿಕ ಲಕೋಟೆ ದಿನಾಂಕ 22-08-2025 ರಂದು 16.30 ಗಂಟೆಗೆ ತೆರೆಯಲಾಗುವುದು. ಹೆಚ್ಚಿನ ಮಾಹಿತಿಗಾಗಿ https://kppp.karnataka.gov.in ನೋಡಬಹುದು. [998,1118,1296,1200]
ad-gadag-bar2: Standard Bid Document KW-1 [992,1094,1302,1114]
ad-dudc-links: http://kppp.karnataka.gov.in & http://www.uttarakannadadudc.nic.in [842,1861,1173,1871]
ad-forest-body: ಸಹಾಯಕ ಅರಣ್ಯ ಸಂರಕ್ಷಣಾಧಿಕಾರಿ ಮತ್ತು ಉಪ ನಿರ್ದೇಶಕರು, ಮಕ್ಕಳ ಉದ್ಯಾನವನ ಮತ್ತು ಕಿರು ಮೃಗಾಲಯ ಕಲಬುರಗಿ ವಿಭಾಗದ 2024-25ನೇ ಸಾಲಿನ ಮೃಗಾಲಯದ ಕಾಮಗಾರಿಗೆ ಅರ್ಹ ಗುತ್ತಿಗೆದಾರರಿಂದ ಕರ್ನಾಟಕ ಸಾರ್ವಜನಿಕ ಸಂಗ್ರಹಣಾ ಪೋರ್ಟಲ್ ಮೂಲಕ ಟೆಂಡರ್ ಆಹ್ವಾನಿಸಲಾಗಿದೆ. http:// kppp.karnataka.gov.in) ದಲ್ಲಿ ದಿನಾಂಕ: 04/08/2025 ರಿಂದ 20/08/2025 ರವರೆಗೆ ಪ್ರಕಟಿಸಲಾಗಿದೆ. ತಾಂತ್ರಿಕ ಬಿಡ್ 21/08/2025 ರಂದು ತೆರೆಯಲಾಗುವುದು. ಹೆಚ್ಚಿನ ಮಾಹಿತಿಗಾಗಿ ದೂರವಾಣಿ ಸಂಖ್ಯೆ: 9481993239 ಕರೆ ಮಾಡಬಹುದು. [364,1739,812,1785]
ad-sorab-body: ಅರ್ಜಿದಾರರು: 1) ಬಿಳ್ಳಪ್ಪ ಬಿನ್ ಲೇಟ್ ಹೊನ್ನಪ್ಪ, ಸುಮಾರು 60 ವರ್ಷ, ಮನೆಕೆಲಸ ಖಾರ್ಡ ಬಿಲ್, ಆನವಟ್ಟಿ ಹೋಬಳಿ, ಸೊರಬ ತಾಲ್ಲೂಕು. 2) ಮಲ್ಲಾರಿ ಶಿವಪ್ಪ ಬಿನ್ ಲೇಟ್ ಶಿವಪ್ಪ, ಸುಮಾರು 30 ವರ್ಷ. ಎದುರುದಾರರು: ಮಾನ್ಯ ಮುಖ್ಯಾಧಿಕಾರಿಗಳು, ಜನನ ಮರಣ ನೋಂದಣಿ ಅಧಿಕಾರಿಗಳು. ಪ್ರತಿ ಪ್ರಕಟಣೆ. ಮೇಲ್ಕಂಡ ಅರ್ಜಿದಾರರು ಜನನ ಪ್ರಮಾಣ ಪತ್ರ ಕೋರಿ ನ್ಯಾಯಾಲಯದಲ್ಲಿ ಅರ್ಜಿ ಸಲ್ಲಿಸಿದ್ದು, ಯಾರಿಗಾದರೂ ಆಕ್ಷೇಪಣೆ ಇದ್ದಲ್ಲಿ ದಿನಾಂಕ:01-09-2025 ರಂದು ಬೆಳಿಗ್ಗೆ 11 ಗಂಟೆಗೆ ನ್ಯಾಯಾಲಯಕ್ಕೆ ಹಾಜರಾಗಿ ಸಲ್ಲಿಸಬಹುದು. [998,628,1296,686]
ad-sorab-sign-left: ಅರ್ಜಿದಾರರ ಪರ ವಕೀಲರು ಕರುಣಾಕರ ಸೊರಬ [998,884,1126,894]
registration-dot [863,1996,875,2008]
ad-karwar-body: ಕಾರ್ಯನಿರ್ವಾಹಕ ಇಂಜಿನೀಯರ್, ಪಂಚಾಯತ್ ರಾಜ್ ಇಂಜಿನೀಯರಿಂಗ್ ವಿಭಾಗ, ಕಾರವಾರ ಇವರು ಕೆ.ಪಿ.ಪಿ.ಪಿ ಪೋರ್ಟಲ್ ಮುಖಾಂತರ Standard Tender Document KW-1 ರ ನಿಯಮಾನುಸಾರ ಅರ್ಹ ಗುತ್ತಿಗೆದಾರರಿಂದ ಟೆಂಡರ್ ಆಹ್ವಾನಿಸಿದ್ದಾರೆ. RDPR/2025-26/BD/WORK_INDENT17847, ಅಂದಾಜು ಮೊತ್ತ ರೂ. 10.55385 ಲಕ್ಷ, ಮುಂಗಡ ಠೇವಣಿ ರೂ. 26500.00. ಪ್ರಮುಖ ದಿನಾಂಕಗಳು: (1) Technical Bid ಸಲ್ಲಿಸಲು ಕೊನೆಯ ದಿನಾಂಕ 16.08.2025 ಸಂಜೆ 16.30. (2) Technical Bid ತೆರೆಯುವ ದಿನಾಂಕ 18.08.2025 ಬೆಳಿಗ್ಗೆ 10.30. [680,1235,968,1317]
story3-dateline: ಸಾಗರ: [681,619,705,630]
story2-col-2: ತಾಲೂಕಿನಲ್ಲಿ ಮಟ್ಕಾ ಹಾವಳಿ ವಿಪರೀತವಾಗಿದ್ದು, ಕಿರಾಣಿ ಅಂಗಡಿ, ಬೀಡಾ ಅಂಗಡಿ, ಚಿಕ್ಕಪುಟ್ಟ ಟೀ ಅಂಗಡಿಗಳಲ್ಲಿ ರಾಜಾರೋಷವಾಗಿ ಮಟ್ಕಾ ಬರೆಯಲಾಗುತ್ತಿದೆ. ಪೊಲೀಸ್ ಇಲಾಖೆ ಸಿಬ್ಬಂದಿ ನಿತ್ಯ ಪ್ರತಿ ದಿನಗಳಲ್ಲಿ ಗಸ್ತು ತಿರುಗುತ್ತಿದ್ದು ತಕ್ಷಣ ದಂಧೆ ತಡೆಗಟ್ಟಲು ಕ್ರಮ ಕೈಗೊಳ್ಳಬೇಕು ಎಂದರು. [248,927,438,996]
registration-dot [835,1996,847,2008]
header-accent [1285,22,1293,64]
lead-col-4: ಛಾಯಾಚಿತ್ರ, ಸಹಜ ಸಮಗ್ರ ಮಾಹಿತಿ, ಐತಿಹಾಸಿಕ ಸ್ಥಳಗಳು, ಸ್ಥಳ ಐತಿಹ್ಯಗಳು, ವ್ಯಕ್ತಿಚಿತ್ರಗಳು, ವನ್ಯಜೀವಿಗಳು, ಸ್ಥಳೀಯ ಕಲೆ, ಸಂಸ್ಕೃತಿ ಮತ್ತಿತರ ವಿಷಯಗಳು ಹಾಗೂ ಜಿಲ್ಲೆಯ ಛಾಯಾಚಿತ್ರಗಳನ್ನು ಪ್ರದರ್ಶಿಸಲಾಗುವುದು. ವೃತ್ತಿಪರ ಆಯ್ಕೆಯಲ್ಲಿ ವಿವಿಧ ಇಲಾಖೆಯ ಅಧಿಕಾರಿಗಳನ್ನೊಳಗೊಂಡ ತಂಡವು ತೀರ್ಪು ನೀಡಲಿದೆ. ವಿವಿಧ ಸ್ಪರ್ಧೆ-ನಗದು ಬಹುಮಾನ: ಪ್ರಥಮ ಬಹುಮಾನ 40,000 ರೂ, ದ್ವಿತೀಯ ಬಹುಮಾನ 30,000 ಹಾಗೂ ತೃತೀಯ ಬಹುಮಾನ 20,000 ರೂ. ನಗದು ಬಹುಮಾನ ನೀಡಲಾಗುವುದು. [806,219,1050,317]
lead-photo [296,218,792,468]
ad-hubli-etender [40,1710,344,1980]
story2-col-3: ಹಲವರು ಅಲ್ಲಲ್ಲಿ ಬರೆಯುತ್ತಿದ್ದಾರೆ. ಸ್ಥಳೀಯ ಪೊಲೀಸರು ಮೇಲಧಿಕಾರಿಗಳಿಗೆ ಈ ಬಗ್ಗೆ ಕ್ರಮ ಕೈಗೊಳ್ಳುತ್ತಿಲ್ಲ ಎಂದು ಬೇಸರ ವ್ಯಕ್ತಪಡಿಸಿದರು. ಮಟ್ಕಾ ದಂಧೆ ತಡೆಗಟ್ಟದಿದ್ದಲ್ಲಿ ಉಗ್ರ ಹೋರಾಟ ನಡೆಸಲಾಗುವುದು. ಪೊಲೀಸ್ ಇಲಾಖೆ ತಕ್ಷಣ ಕ್ರಮ ಕೈಗೊಳ್ಳಬೇಕು ಎಂದರು. ನಂತರದಲ್ಲಿ ತಹಸೀಲ್ದಾರ್ ಮೂಲಕ ಸರ್ಕಾರಕ್ಕೆ ಮನವಿ ಸಲ್ಲಿಸಲಾಯಿತು. ಈ ಸಂದರ್ಭದಲ್ಲಿ ವೇದಿಕೆಯ ಪದಾಧಿಕಾರಿಗಳು ಹಾಜರಿದ್ದರು. [452,685,648,783]
ad-sorab-case: ಸಿ.ಮಿಸ್.ನಂ.: 234/2025 [1099,614,1195,624]
ad-forest-govt: ಕರ್ನಾಟಕ ಅರಣ್ಯ ಇಲಾಖೆ [551,1629,625,1639]
ad-hubli-sign: ಸಹಿ/- (ನಿರ್ದೇಶಕರು) ಕರ್ನಾಟಕ ವೈದ್ಯಕೀಯ ಮಹಾವಿದ್ಯಾಲಯ ಮತ್ತು ಸಂಶೋಧನಾ ಸಂಸ್ಥೆ, ಹುಬ್ಬಳ್ಳಿ [69,1930,336,1940]
story2-kicker: ನಾಗರೀಕರ ಶಕ್ತಿ ವೇದಿಕೆ ರಾಜ್ಯಾಧ್ಯಕ್ಷ ಬಿ.ಎಸ್. ಯುವರಾಜ ಆಗ್ರಹ [40,584,487,610]
registration-dot [501,1996,513,2008]
ad-karwar-ref: ಕ್ರಸಂ/ಪ.ರಾ.ಇಂ.ವಿ/ಕಾ/ಟೆ-1/2025-26/561 [680,1197,816,1207]
table-row [845,1840,1294,1855]
registration-marks-1 [126,1996,182,2011]
